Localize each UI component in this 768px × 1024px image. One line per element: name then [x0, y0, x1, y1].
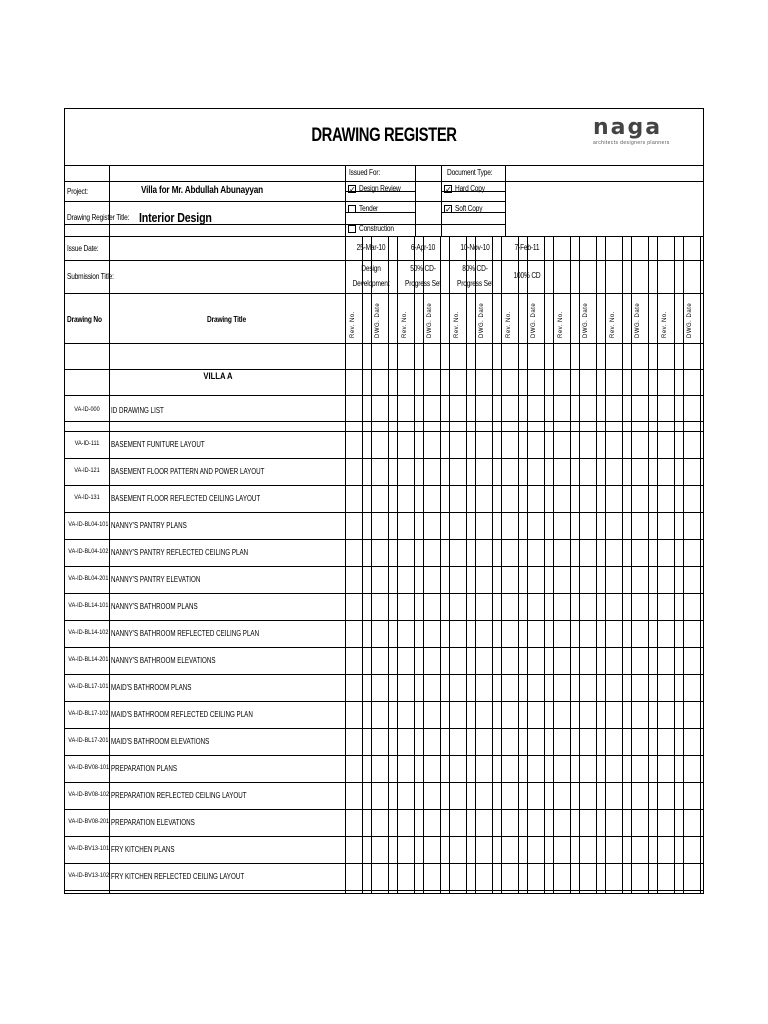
drawing-number: VA-ID-BL17-102	[68, 710, 109, 717]
register-title-value: Interior Design	[139, 210, 212, 225]
logo-tagline: architects designers planners	[593, 140, 670, 146]
dwg-date-label: DWG. Date	[375, 302, 381, 338]
grid-line	[65, 485, 703, 486]
drawing-number: VA-ID-BV08-201	[68, 818, 110, 825]
drawing-title: NANNY'S PANTRY PLANS	[111, 521, 187, 530]
issued-for-checkbox[interactable]: ✓	[349, 185, 356, 194]
issue-date-label: Issue Date:	[67, 244, 99, 253]
drawing-title: MAID'S BATHROOM ELEVATIONS	[111, 737, 210, 746]
drawing-number: VA-ID-121	[74, 467, 100, 474]
drawing-number: VA-ID-BL14-101	[68, 602, 109, 609]
dwg-date-label: DWG. Date	[583, 302, 589, 338]
table-row	[65, 818, 703, 828]
dwg-date-label: DWG. Date	[635, 302, 641, 338]
issued-for-label: Tender	[359, 204, 379, 213]
table-row	[65, 656, 703, 666]
logo-mark: naga	[593, 115, 663, 140]
dwg-date-label: DWG. Date	[687, 302, 693, 338]
dwg-date-label: DWG. Date	[479, 302, 485, 338]
grid-line	[441, 165, 442, 236]
drawing-register-sheet	[64, 108, 704, 894]
page-title: DRAWING REGISTER	[311, 125, 457, 146]
submission-date: 7-Feb-11	[514, 243, 540, 252]
project-name: Villa for Mr. Abdullah Abunayyan	[141, 185, 264, 196]
drawing-title: BASEMENT FLOOR PATTERN AND POWER LAYOUT	[111, 467, 265, 476]
company-logo	[593, 117, 697, 157]
rev-no-label: Rev. No.	[506, 311, 512, 338]
rev-no-label: Rev. No.	[454, 311, 460, 338]
dwg-date-label: DWG. Date	[531, 302, 537, 338]
table-row	[65, 683, 703, 693]
register-title-label: Drawing Register Title:	[67, 213, 130, 222]
table-row	[65, 791, 703, 801]
rev-no-label: Rev. No.	[558, 311, 564, 338]
drawing-title-header: Drawing Title	[207, 315, 246, 324]
table-row	[65, 494, 703, 504]
grid-line	[505, 165, 506, 236]
grid-line	[65, 236, 703, 237]
rev-no-label: Rev. No.	[350, 311, 356, 338]
drawing-title: MAID'S BATHROOM PLANS	[111, 683, 192, 692]
document-type-checkbox[interactable]: ✓	[445, 185, 452, 194]
dwg-date-label: DWG. Date	[427, 302, 433, 338]
submission-title-line1: 80% CD-	[462, 264, 488, 273]
table-row	[65, 548, 703, 558]
drawing-number: VA-ID-111	[74, 440, 100, 447]
drawing-number: VA-ID-131	[74, 494, 100, 501]
drawing-number: VA-ID-BL04-101	[68, 521, 109, 528]
grid-line	[109, 343, 110, 893]
grid-line	[65, 836, 703, 837]
issued-for-label: Design Review	[359, 184, 401, 193]
rev-no-label: Rev. No.	[662, 311, 668, 338]
table-row	[65, 872, 703, 882]
grid-line	[65, 755, 703, 756]
submission-title-label: Submission Title:	[67, 272, 114, 281]
grid-line	[65, 647, 703, 648]
submission-date: 25-Mar-10	[356, 243, 386, 252]
issued-for-label: Issued For:	[349, 168, 381, 177]
table-row	[65, 845, 703, 855]
grid-line	[65, 890, 703, 891]
grid-line	[65, 782, 703, 783]
table-row	[65, 764, 703, 774]
submission-title-line1: 50% CD-	[410, 264, 436, 273]
drawing-title: NANNY'S PANTRY REFLECTED CEILING PLAN	[111, 548, 249, 557]
drawing-number: VA-ID-BL04-201	[68, 575, 109, 582]
submission-title-line2: Development	[352, 279, 390, 288]
drawing-title: NANNY'S PANTRY ELEVATION	[111, 575, 201, 584]
drawing-number: VA-ID-BV13-102	[68, 872, 110, 879]
grid-line	[65, 728, 703, 729]
grid-line	[65, 201, 505, 202]
document-type-label: Document Type:	[447, 168, 493, 177]
drawing-number: VA-ID-BV13-101	[68, 845, 110, 852]
grid-line	[65, 369, 703, 370]
issued-for-label: Construction	[359, 224, 394, 233]
submission-title-line2: Progress Set	[405, 279, 441, 288]
grid-line	[65, 593, 703, 594]
grid-line	[109, 165, 110, 369]
grid-line	[65, 260, 703, 261]
grid-line	[65, 566, 703, 567]
drawing-title: NANNY'S BATHROOM PLANS	[111, 602, 198, 611]
drawing-title: BASEMENT FUNITURE LAYOUT	[111, 440, 205, 449]
grid-line	[65, 181, 703, 182]
grid-line	[345, 212, 415, 213]
issued-for-checkbox[interactable]	[348, 225, 356, 233]
drawing-title: NANNY'S BATHROOM REFLECTED CEILING PLAN	[111, 629, 260, 638]
table-row	[65, 629, 703, 639]
table-row	[65, 602, 703, 612]
submission-title-line2: Progress Set	[457, 279, 493, 288]
drawing-number: VA-ID-000	[74, 406, 100, 413]
drawing-title: PREPARATION REFLECTED CEILING LAYOUT	[111, 791, 247, 800]
drawing-title: FRY KITCHEN REFLECTED CEILING LAYOUT	[111, 872, 245, 881]
drawing-title: FRY KITCHEN PLANS	[111, 845, 175, 854]
table-row	[65, 406, 703, 416]
rev-no-label: Rev. No.	[402, 311, 408, 338]
project-label: Project:	[67, 187, 88, 196]
table-row	[65, 710, 703, 720]
drawing-number: VA-ID-BL14-102	[68, 629, 109, 636]
grid-line	[65, 701, 703, 702]
drawing-title: PREPARATION ELEVATIONS	[111, 818, 195, 827]
grid-line	[65, 674, 703, 675]
grid-line	[65, 539, 703, 540]
grid-line	[65, 431, 703, 432]
submission-title-line1: Design	[361, 264, 381, 273]
section-title: VILLA A	[203, 371, 233, 381]
grid-line	[65, 395, 703, 396]
table-row	[65, 440, 703, 450]
grid-line	[65, 512, 703, 513]
drawing-title: BASEMENT FLOOR REFLECTED CEILING LAYOUT	[111, 494, 261, 503]
grid-line	[415, 165, 416, 236]
drawing-title: ID DRAWING LIST	[111, 406, 164, 415]
drawing-title: MAID'S BATHROOM REFLECTED CEILING PLAN	[111, 710, 253, 719]
drawing-number: VA-ID-BL14-201	[68, 656, 109, 663]
table-row	[65, 467, 703, 477]
document-type-label: Hard Copy	[455, 184, 485, 193]
grid-line	[441, 191, 505, 192]
table-row	[65, 737, 703, 747]
grid-line	[345, 165, 346, 236]
submission-title-line1: 100% CD	[513, 271, 541, 280]
grid-line	[65, 620, 703, 621]
rev-no-label: Rev. No.	[610, 311, 616, 338]
drawing-number: VA-ID-BL04-102	[68, 548, 109, 555]
table-row	[65, 575, 703, 585]
grid-line	[65, 224, 505, 225]
grid-line	[65, 293, 703, 294]
drawing-number: VA-ID-BV08-102	[68, 791, 110, 798]
grid-line	[65, 863, 703, 864]
grid-line	[65, 458, 703, 459]
submission-date: 6-Apr-10	[410, 243, 436, 252]
submission-date: 10-Nov-10	[460, 243, 490, 252]
grid-line	[65, 343, 703, 344]
grid-line	[65, 421, 703, 422]
drawing-title: PREPARATION PLANS	[111, 764, 178, 773]
document-type-checkbox[interactable]: ✓	[445, 205, 452, 214]
table-row	[65, 521, 703, 531]
document-type-label: Soft Copy	[455, 204, 483, 213]
drawing-no-header: Drawing No	[67, 315, 102, 324]
drawing-title: NANNY'S BATHROOM ELEVATIONS	[111, 656, 216, 665]
drawing-number: VA-ID-BL17-201	[68, 737, 109, 744]
grid-line	[345, 191, 415, 192]
grid-line	[65, 165, 703, 166]
grid-line	[65, 809, 703, 810]
grid-line	[441, 212, 505, 213]
drawing-number: VA-ID-BV08-101	[68, 764, 110, 771]
drawing-number: VA-ID-BL17-101	[68, 683, 109, 690]
